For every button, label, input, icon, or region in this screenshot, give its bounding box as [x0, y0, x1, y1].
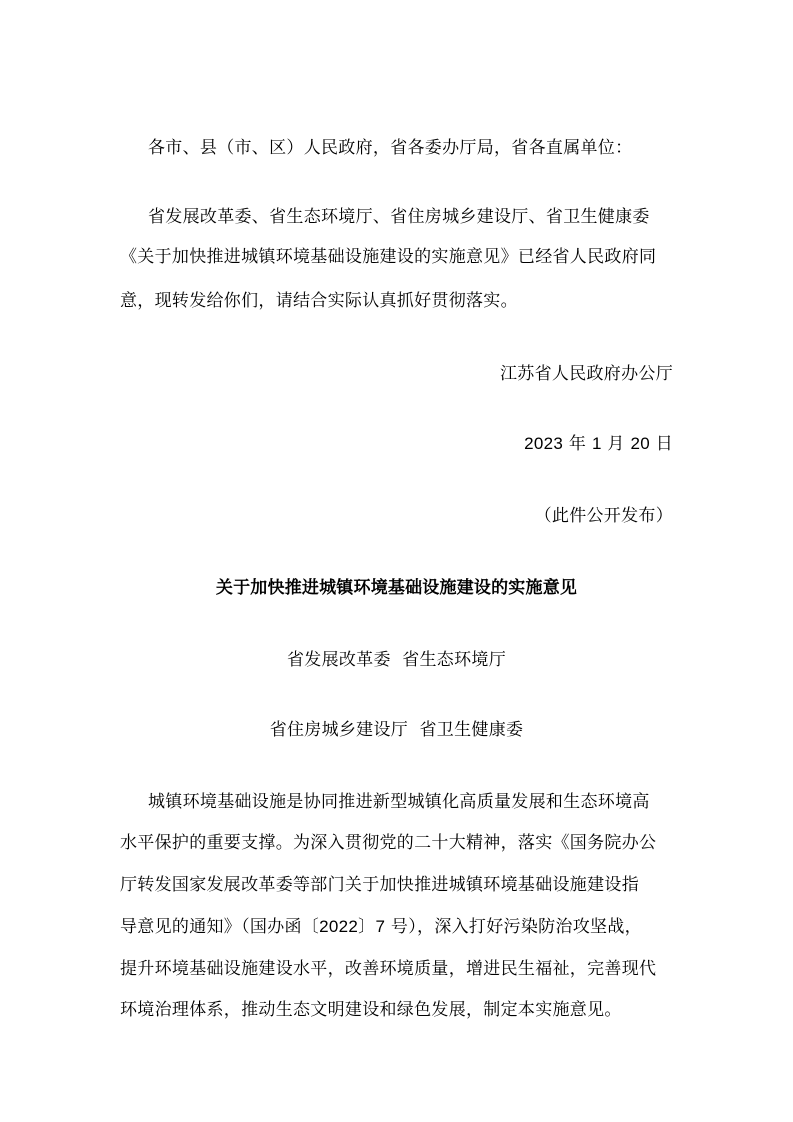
notice-body-line-2: 《关于加快推进城镇环境基础设施建设的实施意见》已经省人民政府同	[120, 247, 657, 267]
departments-line-2: 省住房城乡建设厅 省卫生健康委	[269, 720, 524, 740]
issuer: 江苏省人民政府办公厅	[500, 364, 673, 384]
salutation: 各市、县（市、区）人民政府，省各委办厅局，省各直属单位：	[148, 138, 633, 158]
intro-line-1: 城镇环境基础设施是协同推进新型城镇化高质量发展和生态环境高	[148, 792, 650, 812]
notice-body-line-3: 意，现转发给你们，请结合实际认真抓好贯彻落实。	[120, 291, 518, 311]
date-year-unit: 年	[568, 434, 587, 454]
issue-date	[524, 433, 673, 455]
date-month-unit: 月	[607, 434, 625, 454]
date-year: 2023	[524, 434, 564, 453]
intro-line-3: 厅转发国家发展改革委等部门关于加快推进城镇环境基础设施建设指	[120, 875, 639, 895]
publication-note: （此件公开发布）	[534, 506, 673, 526]
intro-line-4-after: 号），深入打好污染防治攻坚战，	[385, 917, 642, 937]
notice-body-line-1: 省发展改革委、省生态环境厅、省住房城乡建设厅、省卫生健康委	[148, 207, 650, 227]
intro-line-2: 水平保护的重要支撑。为深入贯彻党的二十大精神，落实《国务院办公	[120, 833, 657, 853]
date-day-unit: 日	[655, 434, 673, 454]
intro-line-4-middle: 〕	[358, 917, 376, 937]
intro-line-4-number: 7	[375, 917, 386, 936]
intro-line-6: 环境治理体系，推动生态文明建设和绿色发展，制定本实施意见。	[120, 1000, 622, 1020]
intro-line-5: 提升环境基础设施建设水平，改善环境质量，增进民生福祉，完善现代	[120, 959, 657, 979]
intro-line-4-before: 导意见的通知》（国办函〔	[120, 917, 320, 937]
date-month: 1	[591, 434, 602, 453]
departments-line-1: 省发展改革委 省生态环境厅	[286, 650, 506, 670]
date-day: 20	[630, 434, 650, 453]
intro-line-4-year: 2022	[319, 917, 359, 936]
intro-line-4	[120, 916, 642, 938]
opinion-title: 关于加快推进城镇环境基础设施建设的实施意见	[215, 578, 578, 598]
